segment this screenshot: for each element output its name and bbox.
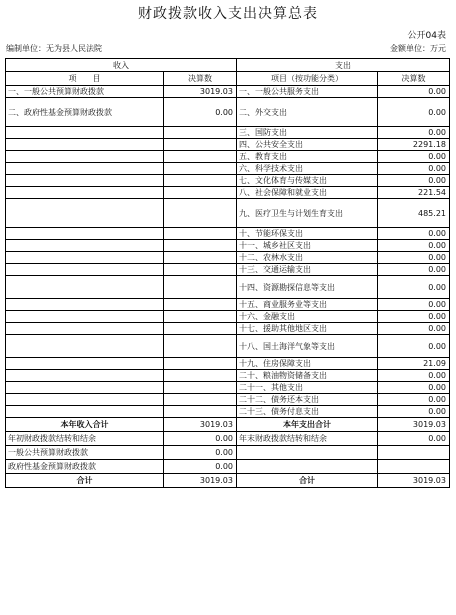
expense-value-cell: 0.00	[378, 252, 450, 264]
expense-value-cell: 221.54	[378, 187, 450, 199]
table-row	[6, 228, 450, 240]
income-value-cell: 0.00	[164, 460, 237, 474]
expense-item-cell: 二十三、债务付息支出	[237, 406, 378, 418]
income-item-cell	[6, 311, 164, 323]
income-value-cell	[164, 264, 237, 276]
income-item-cell	[6, 228, 164, 240]
expense-value-cell: 2291.18	[378, 139, 450, 151]
expense-item-cell: 十、节能环保支出	[237, 228, 378, 240]
expense-value-cell: 0.00	[378, 432, 450, 446]
summary-table	[5, 58, 450, 488]
income-value-cell	[164, 228, 237, 240]
income-value-cell: 0.00	[164, 446, 237, 460]
expense-item-cell: 二十二、债务还本支出	[237, 394, 378, 406]
expense-item-cell: 十三、交通运输支出	[237, 264, 378, 276]
income-item-cell: 政府性基金预算财政拨款	[6, 460, 164, 474]
expense-item-cell: 十九、住房保障支出	[237, 358, 378, 370]
fund-row	[6, 460, 450, 474]
income-item-cell	[6, 187, 164, 199]
expense-value-cell: 485.21	[378, 199, 450, 228]
table-row	[6, 311, 450, 323]
total-row	[6, 418, 450, 432]
col-budget-header: 决算数	[164, 72, 237, 86]
income-value-cell: 0.00	[164, 432, 237, 446]
income-value-cell	[164, 323, 237, 335]
expense-value-cell: 0.00	[378, 175, 450, 187]
table-row	[6, 175, 450, 187]
income-item-cell	[6, 406, 164, 418]
income-value-cell	[164, 151, 237, 163]
income-item-cell: 一、一般公共预算财政拨款	[6, 86, 164, 98]
table-row	[6, 127, 450, 139]
carry-row	[6, 432, 450, 446]
expense-item-cell: 十七、援助其他地区支出	[237, 323, 378, 335]
income-item-cell	[6, 240, 164, 252]
reporting-unit: 编制单位：无为县人民法院	[6, 44, 102, 53]
table-row	[6, 86, 450, 98]
income-value-cell: 0.00	[164, 98, 237, 127]
income-value-cell	[164, 199, 237, 228]
table-row	[6, 240, 450, 252]
income-value-cell	[164, 299, 237, 311]
expense-item-cell: 七、文化体育与传媒支出	[237, 175, 378, 187]
col-budget2-header: 决算数	[378, 72, 450, 86]
general-row	[6, 446, 450, 460]
table-row	[6, 323, 450, 335]
income-item-cell	[6, 163, 164, 175]
expense-item-cell: 三、国防支出	[237, 127, 378, 139]
expense-value-cell: 0.00	[378, 335, 450, 358]
table-row	[6, 98, 450, 127]
income-value-cell	[164, 406, 237, 418]
report-title: 财政拨款收入支出决算总表	[138, 6, 318, 22]
income-item-cell	[6, 199, 164, 228]
income-item-cell: 年初财政拨款结转和结余	[6, 432, 164, 446]
table-row	[6, 335, 450, 358]
amount-unit: 金额单位：万元	[390, 44, 446, 53]
income-item-cell	[6, 127, 164, 139]
table-row	[6, 299, 450, 311]
expense-value-cell	[378, 460, 450, 474]
expense-item-cell: 五、教育支出	[237, 151, 378, 163]
table-row	[6, 139, 450, 151]
income-item-cell	[6, 151, 164, 163]
income-value-cell	[164, 335, 237, 358]
section-header-row	[6, 59, 450, 72]
expense-item-cell	[237, 446, 378, 460]
expense-item-cell: 十五、商业服务业等支出	[237, 299, 378, 311]
expense-item-cell: 一、一般公共服务支出	[237, 86, 378, 98]
table-row	[6, 187, 450, 199]
expense-value-cell: 0.00	[378, 127, 450, 139]
table-row	[6, 264, 450, 276]
expense-item-cell: 十六、金融支出	[237, 311, 378, 323]
col-func-item-header: 项目（按功能分类）	[237, 72, 378, 86]
column-header-row	[6, 72, 450, 86]
income-item-cell	[6, 264, 164, 276]
table-row	[6, 276, 450, 299]
income-item-cell: 二、政府性基金预算财政拨款	[6, 98, 164, 127]
table-row	[6, 151, 450, 163]
expense-header: 支出	[237, 59, 450, 72]
expense-value-cell: 0.00	[378, 299, 450, 311]
table-row	[6, 199, 450, 228]
expense-item-cell: 十一、城乡社区支出	[237, 240, 378, 252]
income-item-cell	[6, 276, 164, 299]
income-item-cell	[6, 323, 164, 335]
expense-value-cell: 0.00	[378, 264, 450, 276]
table-row	[6, 252, 450, 264]
income-item-cell	[6, 382, 164, 394]
income-header: 收入	[6, 59, 237, 72]
expense-item-cell: 六、科学技术支出	[237, 163, 378, 175]
expense-item-cell: 四、公共安全支出	[237, 139, 378, 151]
expense-value-cell: 0.00	[378, 228, 450, 240]
income-value-cell: 3019.03	[164, 418, 237, 432]
expense-item-cell: 十二、农林水支出	[237, 252, 378, 264]
expense-item-cell: 十四、资源勘探信息等支出	[237, 276, 378, 299]
income-value-cell	[164, 276, 237, 299]
expense-value-cell: 0.00	[378, 240, 450, 252]
grand-total-row	[6, 474, 450, 488]
income-value-cell	[164, 187, 237, 199]
income-item-cell: 一般公共预算财政拨款	[6, 446, 164, 460]
income-value-cell: 3019.03	[164, 86, 237, 98]
income-value-cell	[164, 370, 237, 382]
expense-value-cell: 3019.03	[378, 418, 450, 432]
expense-value-cell: 0.00	[378, 86, 450, 98]
expense-value-cell	[378, 446, 450, 460]
income-value-cell	[164, 127, 237, 139]
table-row	[6, 406, 450, 418]
expense-item-cell: 年末财政拨款结转和结余	[237, 432, 378, 446]
income-item-cell	[6, 139, 164, 151]
expense-value-cell: 0.00	[378, 406, 450, 418]
income-item-cell	[6, 252, 164, 264]
expense-item-cell: 十八、国土海洋气象等支出	[237, 335, 378, 358]
table-row	[6, 163, 450, 175]
expense-value-cell: 0.00	[378, 151, 450, 163]
table-row	[6, 358, 450, 370]
expense-item-cell	[237, 460, 378, 474]
expense-value-cell: 21.09	[378, 358, 450, 370]
expense-item-cell: 九、医疗卫生与计划生育支出	[237, 199, 378, 228]
income-item-cell: 本年收入合计	[6, 418, 164, 432]
income-item-cell	[6, 335, 164, 358]
expense-value-cell: 3019.03	[378, 474, 450, 488]
expense-item-cell: 八、社会保障和就业支出	[237, 187, 378, 199]
income-item-cell	[6, 394, 164, 406]
income-value-cell	[164, 358, 237, 370]
expense-value-cell: 0.00	[378, 394, 450, 406]
col-item-header: 项 目	[6, 72, 164, 86]
income-value-cell	[164, 163, 237, 175]
income-value-cell	[164, 311, 237, 323]
expense-value-cell: 0.00	[378, 382, 450, 394]
expense-value-cell: 0.00	[378, 163, 450, 175]
income-item-cell	[6, 370, 164, 382]
table-row	[6, 382, 450, 394]
expense-item-cell: 二、外交支出	[237, 98, 378, 127]
table-row	[6, 394, 450, 406]
income-value-cell	[164, 394, 237, 406]
income-value-cell: 3019.03	[164, 474, 237, 488]
expense-item-cell: 合计	[237, 474, 378, 488]
expense-item-cell: 二十一、其他支出	[237, 382, 378, 394]
income-item-cell: 合计	[6, 474, 164, 488]
income-item-cell	[6, 358, 164, 370]
expense-value-cell: 0.00	[378, 370, 450, 382]
income-value-cell	[164, 252, 237, 264]
expense-item-cell: 本年支出合计	[237, 418, 378, 432]
expense-item-cell: 二十、粮油物资储备支出	[237, 370, 378, 382]
doc-number: 公开04表	[407, 31, 446, 41]
income-value-cell	[164, 382, 237, 394]
expense-value-cell: 0.00	[378, 323, 450, 335]
expense-value-cell: 0.00	[378, 98, 450, 127]
expense-value-cell: 0.00	[378, 276, 450, 299]
expense-value-cell: 0.00	[378, 311, 450, 323]
income-item-cell	[6, 299, 164, 311]
income-value-cell	[164, 139, 237, 151]
income-value-cell	[164, 175, 237, 187]
table-row	[6, 370, 450, 382]
income-value-cell	[164, 240, 237, 252]
income-item-cell	[6, 175, 164, 187]
